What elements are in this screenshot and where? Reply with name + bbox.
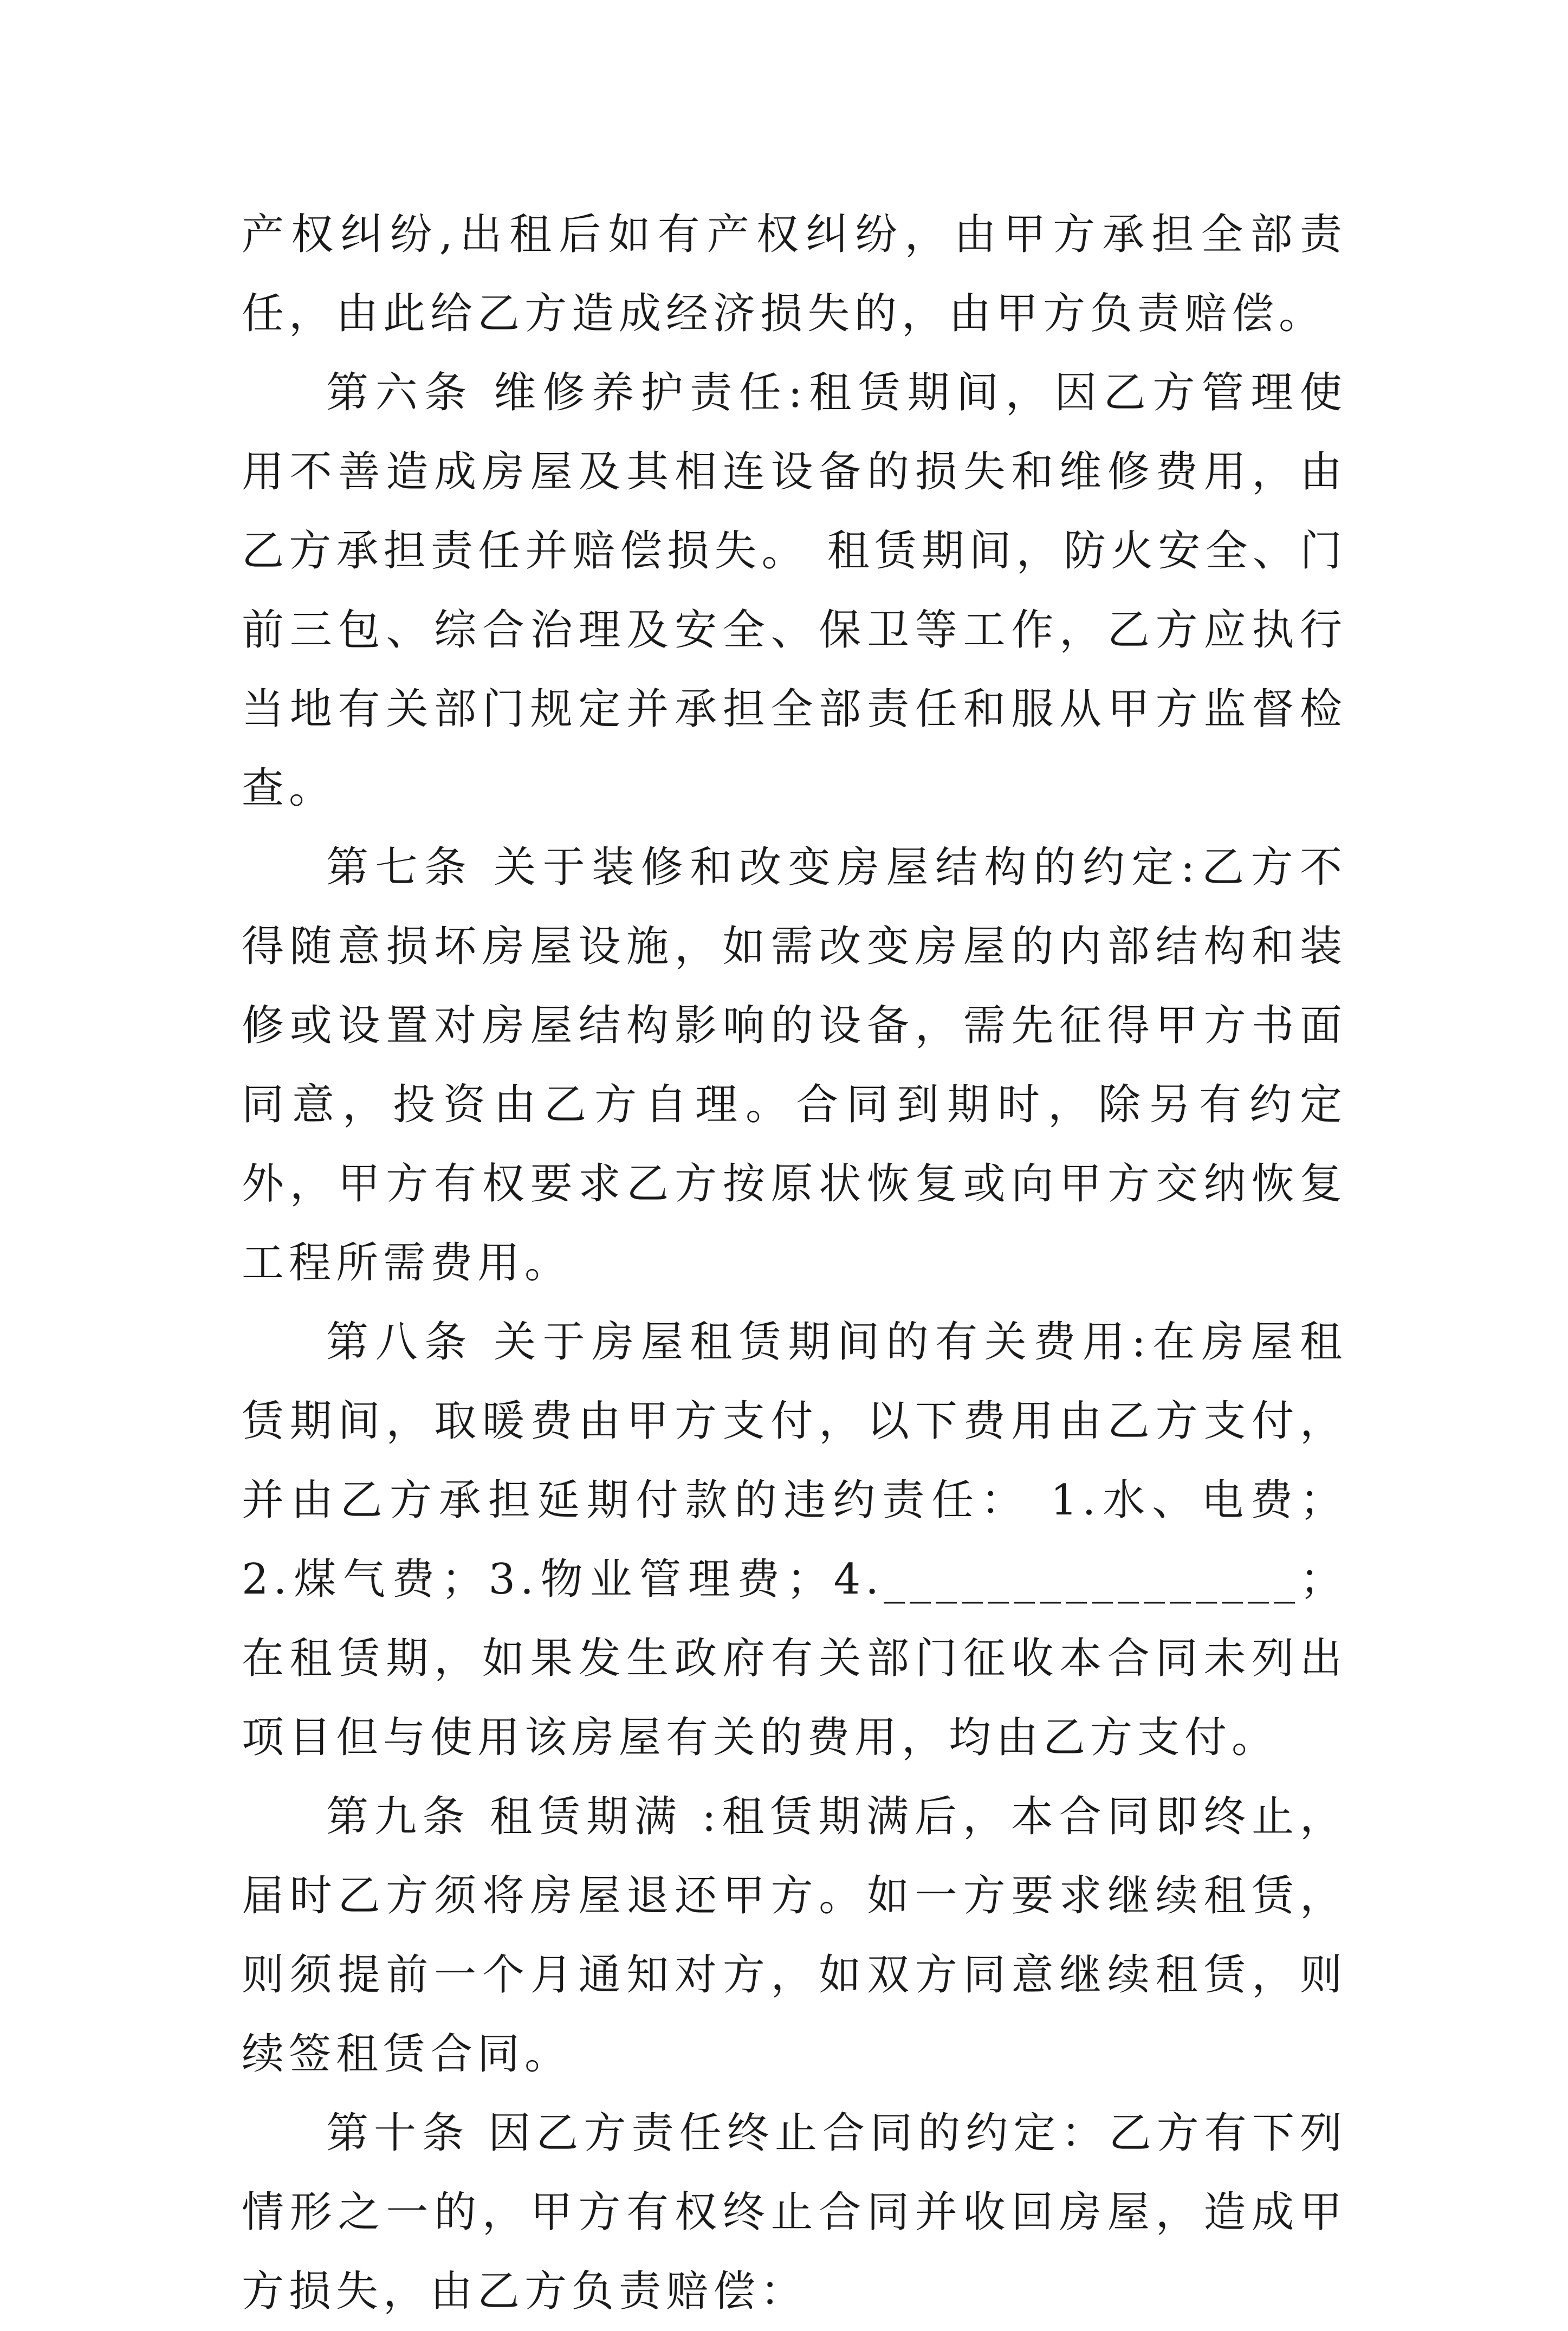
paragraph-text: 产权纠纷,出租后如有产权纠纷，由甲方承担全部责任，由此给乙方造成经济损失的，由甲方负责赔偿。	[242, 210, 1347, 338]
paragraph-text: 第十条 因乙方责任终止合同的约定：乙方有下列情形之一的，甲方有权终止合同并收回房屋，造成甲方损失，由乙方负责赔偿：	[242, 2109, 1347, 2316]
paragraph-article-8	[242, 1303, 1347, 1777]
paragraph-article-7	[242, 828, 1347, 1303]
paragraph-article-10	[242, 2094, 1347, 2331]
paragraph-text: 第八条 关于房屋租赁期间的有关费用:在房屋租赁期间，取暖费由甲方支付，以下费用由乙方支付，并由乙方承担延期付款的违约责任： 1.水、电费；2.煤气费；3.物业管理费；4.________________；在租赁期，如果发生政府有关部门征收本合同未列出项目但与使用该房屋有关的费用，均由乙方支付。	[242, 1318, 1347, 1762]
paragraph-continuation	[242, 195, 1347, 353]
paragraph-text: 第九条 租赁期满 :租赁期满后，本合同即终止，届时乙方须将房屋退还甲方。如一方要求继续租赁，则须提前一个月通知对方，如双方同意继续租赁，则续签租赁合同。	[242, 1792, 1347, 2079]
paragraph-text: 第六条 维修养护责任:租赁期间，因乙方管理使用不善造成房屋及其相连设备的损失和维修费用，由乙方承担责任并赔偿损失。 租赁期间，防火安全、门前三包、综合治理及安全、保卫等工作，乙方应执行当地有关部门规定并承担全部责任和服从甲方监督检查。	[242, 368, 1347, 813]
document-body	[242, 195, 1347, 2331]
paragraph-article-6	[242, 353, 1347, 828]
paragraph-article-9	[242, 1777, 1347, 2094]
paragraph-text: 第七条 关于装修和改变房屋结构的约定:乙方不得随意损坏房屋设施，如需改变房屋的内部结构和装修或设置对房屋结构影响的设备，需先征得甲方书面同意，投资由乙方自理。合同到期时，除另有约定外，甲方有权要求乙方按原状恢复或向甲方交纳恢复工程所需费用。	[242, 843, 1347, 1287]
